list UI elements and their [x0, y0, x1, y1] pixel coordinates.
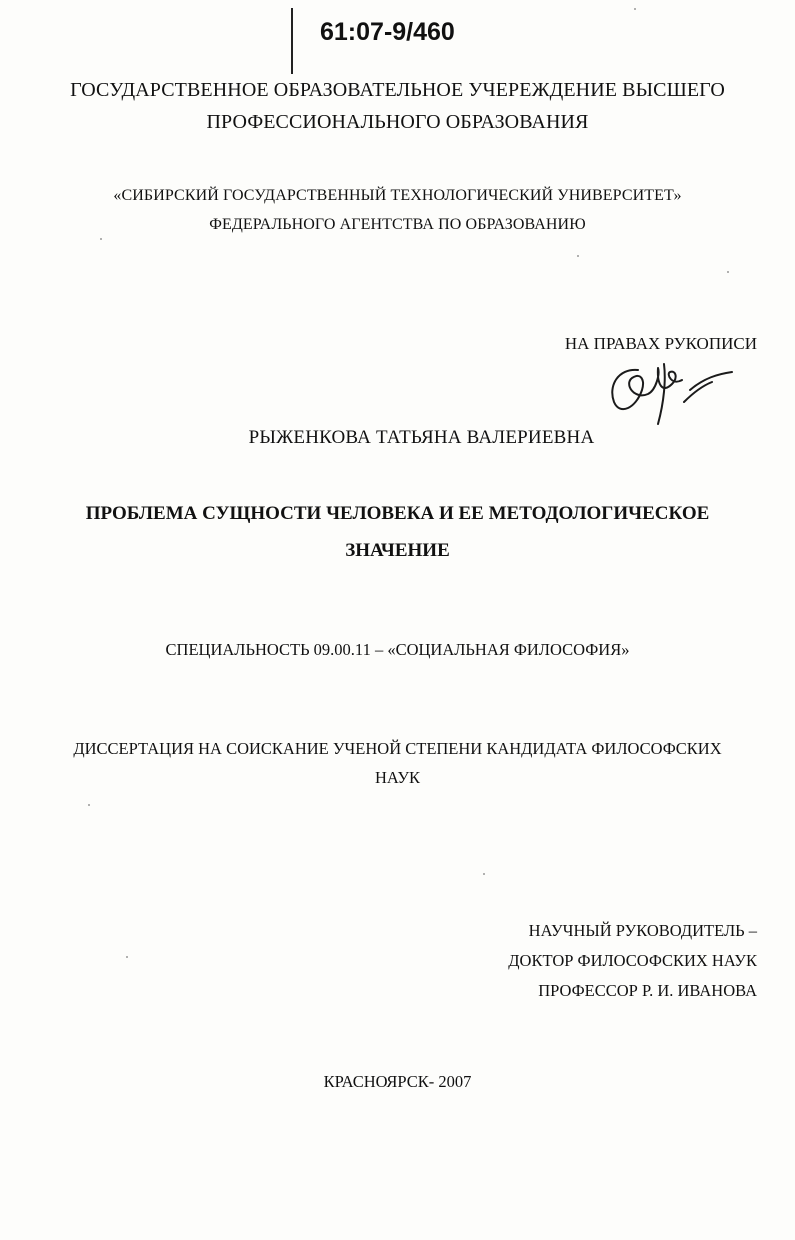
institution-name: [0, 74, 795, 138]
specialty-code: СПЕЦИАЛЬНОСТЬ 09.00.11 – «СОЦИАЛЬНАЯ ФИЛОСОФИЯ»: [165, 640, 630, 659]
scan-speck: [100, 238, 102, 240]
university-line-2: ФЕДЕРАЛЬНОГО АГЕНТСТВА ПО ОБРАЗОВАНИЮ: [209, 216, 586, 233]
scan-speck: [88, 804, 90, 806]
dissertation-type: [0, 734, 795, 792]
university-name: [0, 181, 795, 239]
handwritten-signature: [600, 350, 740, 430]
author-name: РЫЖЕНКОВА ТАТЬЯНА ВАЛЕРИЕВНА: [248, 427, 595, 448]
city-year: КРАСНОЯРСК- 2007: [323, 1072, 472, 1091]
supervisor-line-3: ПРОФЕССОР Р. И. ИВАНОВА: [538, 981, 757, 1000]
scan-speck: [727, 271, 729, 273]
manuscript-rights-label: НА ПРАВАХ РУКОПИСИ: [564, 334, 757, 353]
institution-line-2: ПРОФЕССИОНАЛЬНОГО ОБРАЗОВАНИЯ: [206, 111, 589, 133]
university-line-1: «СИБИРСКИЙ ГОСУДАРСТВЕННЫЙ ТЕХНОЛОГИЧЕСКИЙ УНИВЕРСИТЕТ»: [113, 187, 682, 204]
scan-speck: [577, 255, 579, 257]
archive-code: 61:07-9/460: [320, 18, 455, 46]
scan-speck: [126, 956, 128, 958]
archive-margin-line: [291, 8, 293, 74]
dissertation-title: [0, 495, 795, 569]
supervisor-line-1: НАУЧНЫЙ РУКОВОДИТЕЛЬ –: [528, 921, 757, 940]
supervisor-line-2: ДОКТОР ФИЛОСОФСКИХ НАУК: [508, 951, 757, 970]
dissertation-line-2: НАУК: [374, 768, 421, 787]
scientific-supervisor: [508, 916, 757, 1006]
scan-speck: [483, 873, 485, 875]
dissertation-line-1: ДИССЕРТАЦИЯ НА СОИСКАНИЕ УЧЕНОЙ СТЕПЕНИ КАНДИДАТА ФИЛОСОФСКИХ: [73, 739, 722, 758]
institution-line-1: ГОСУДАРСТВЕННОЕ ОБРАЗОВАТЕЛЬНОЕ УЧЕРЕЖДЕНИЕ ВЫСШЕГО: [70, 79, 725, 101]
title-line-1: ПРОБЛЕМА СУЩНОСТИ ЧЕЛОВЕКА И ЕЕ МЕТОДОЛОГИЧЕСКОЕ: [85, 503, 710, 524]
title-line-2: ЗНАЧЕНИЕ: [345, 540, 450, 561]
scan-speck: [634, 8, 636, 10]
